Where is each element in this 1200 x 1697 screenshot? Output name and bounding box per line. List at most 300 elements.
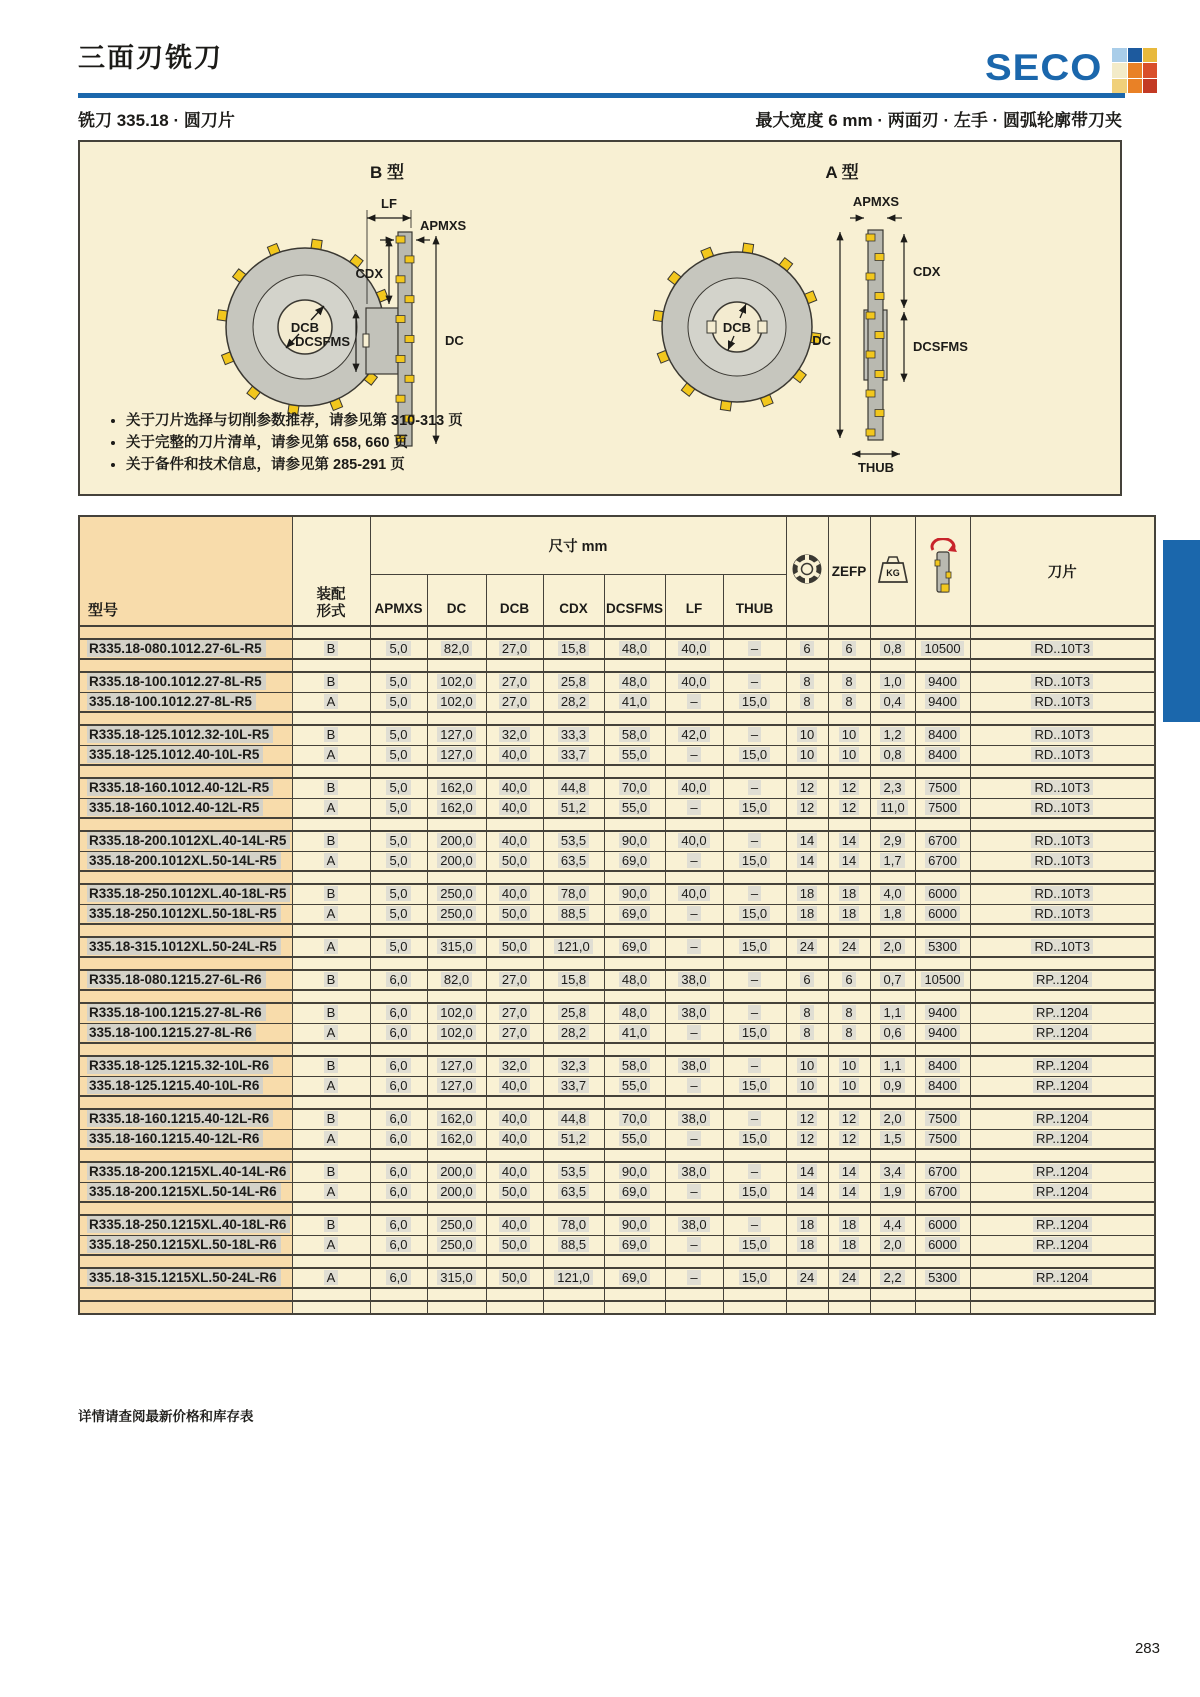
spacer-cell xyxy=(427,659,486,672)
value-cell: 1,7 xyxy=(870,851,915,871)
spacer-cell xyxy=(870,818,915,831)
spacer-cell xyxy=(665,1255,723,1268)
value-cell: 1,5 xyxy=(870,1129,915,1149)
value-cell: 50,0 xyxy=(486,904,543,924)
value-cell: 2,0 xyxy=(870,937,915,957)
value-cell: 40,0 xyxy=(486,1162,543,1182)
value-cell: 40,0 xyxy=(486,798,543,818)
value-cell: 102,0 xyxy=(427,692,486,712)
spacer-cell xyxy=(915,1149,970,1162)
value-cell: 42,0 xyxy=(665,725,723,745)
value-cell: 200,0 xyxy=(427,831,486,851)
value-cell: 11,0 xyxy=(870,798,915,818)
spacer-cell xyxy=(79,1288,292,1301)
spacer-cell xyxy=(665,1043,723,1056)
value-cell: A xyxy=(292,1076,370,1096)
value-cell: 63,5 xyxy=(543,851,604,871)
spacer-cell xyxy=(828,1202,870,1215)
value-cell: 69,0 xyxy=(604,851,665,871)
value-cell: – xyxy=(723,884,786,904)
type-b-label: B 型 xyxy=(370,163,404,182)
value-cell: 6000 xyxy=(915,1235,970,1255)
value-cell: 6 xyxy=(786,970,828,990)
table-row xyxy=(79,851,1155,871)
spacer-cell xyxy=(786,712,828,725)
series-subtitle: 铣刀 335.18 · 圆刀片 xyxy=(78,111,235,130)
spacer-cell xyxy=(604,818,665,831)
value-cell: 38,0 xyxy=(665,1109,723,1129)
spacer-cell xyxy=(786,1096,828,1109)
value-cell: A xyxy=(292,1182,370,1202)
spacer-cell xyxy=(543,626,604,639)
header-rule xyxy=(78,93,1125,98)
spacer-cell xyxy=(292,957,370,970)
spacer-cell xyxy=(870,1288,915,1301)
value-cell: 27,0 xyxy=(486,672,543,692)
value-cell: – xyxy=(665,851,723,871)
model-cell xyxy=(79,725,292,745)
spacer-cell xyxy=(665,712,723,725)
spacer-cell xyxy=(486,1202,543,1215)
spacer-cell xyxy=(370,1096,427,1109)
value-cell: 5,0 xyxy=(370,904,427,924)
value-cell: 82,0 xyxy=(427,970,486,990)
value-cell: 58,0 xyxy=(604,1056,665,1076)
spacer-row xyxy=(79,1202,1155,1215)
value-cell: 12 xyxy=(786,1129,828,1149)
value-cell: – xyxy=(723,1109,786,1129)
kg-text: KG xyxy=(885,567,900,578)
spacer-cell xyxy=(786,990,828,1003)
value-cell: 8 xyxy=(786,672,828,692)
spacer-cell xyxy=(543,1096,604,1109)
spacer-cell xyxy=(292,924,370,937)
spacer-cell xyxy=(870,626,915,639)
spacer-cell xyxy=(370,1288,427,1301)
spacer-cell xyxy=(604,1149,665,1162)
spacer-cell xyxy=(828,626,870,639)
spacer-cell xyxy=(79,659,292,672)
spacer-cell xyxy=(723,1043,786,1056)
value-cell: A xyxy=(292,1268,370,1288)
logo-tile xyxy=(1143,63,1157,77)
spacer-cell xyxy=(828,1301,870,1314)
spacer-cell xyxy=(292,1096,370,1109)
note-insert-list: • 关于完整的刀片清单，请参见第 658, 660 页 xyxy=(126,432,646,454)
value-cell: 5300 xyxy=(915,937,970,957)
value-cell: 32,3 xyxy=(543,1056,604,1076)
value-cell: RP..1204 xyxy=(970,1076,1155,1096)
spacer-cell xyxy=(543,871,604,884)
spacer-cell xyxy=(292,712,370,725)
spacer-cell xyxy=(543,765,604,778)
value-cell: 200,0 xyxy=(427,1162,486,1182)
value-cell: 6000 xyxy=(915,884,970,904)
spacer-cell xyxy=(915,659,970,672)
table-row xyxy=(79,672,1155,692)
spacer-cell xyxy=(786,1255,828,1268)
value-cell: 70,0 xyxy=(604,1109,665,1129)
value-cell: – xyxy=(723,672,786,692)
table-row xyxy=(79,639,1155,659)
value-cell: 90,0 xyxy=(604,831,665,851)
spacer-cell xyxy=(427,712,486,725)
value-cell: 18 xyxy=(828,1215,870,1235)
spacer-cell xyxy=(723,818,786,831)
value-cell: 24 xyxy=(828,1268,870,1288)
spacer-cell xyxy=(828,990,870,1003)
spacer-cell xyxy=(723,1149,786,1162)
value-cell: 15,0 xyxy=(723,1076,786,1096)
col-header-teeth xyxy=(786,516,828,626)
col-header-mount xyxy=(292,516,370,626)
spacer-cell xyxy=(970,1288,1155,1301)
value-cell: RP..1204 xyxy=(970,1235,1155,1255)
spacer-cell xyxy=(370,990,427,1003)
spacer-cell xyxy=(723,871,786,884)
value-cell: 53,5 xyxy=(543,831,604,851)
cdx-label-b: CDX xyxy=(355,266,383,281)
value-cell: 51,2 xyxy=(543,1129,604,1149)
value-cell: RD..10T3 xyxy=(970,672,1155,692)
spacer-cell xyxy=(486,659,543,672)
spacer-cell xyxy=(915,1288,970,1301)
value-cell: 6700 xyxy=(915,1162,970,1182)
value-cell: RP..1204 xyxy=(970,1182,1155,1202)
value-cell: 6,0 xyxy=(370,1182,427,1202)
value-cell: RP..1204 xyxy=(970,1109,1155,1129)
spacer-cell xyxy=(786,1288,828,1301)
spacer-cell xyxy=(370,924,427,937)
value-cell: 1,0 xyxy=(870,672,915,692)
value-cell: 27,0 xyxy=(486,1003,543,1023)
value-cell: 8400 xyxy=(915,1056,970,1076)
value-cell: 250,0 xyxy=(427,904,486,924)
cdx-label-a: CDX xyxy=(913,264,941,279)
logo-tile xyxy=(1128,63,1142,77)
value-cell: 10 xyxy=(786,1056,828,1076)
value-cell: 8 xyxy=(828,672,870,692)
spacer-cell xyxy=(79,871,292,884)
value-cell: 6 xyxy=(828,970,870,990)
model-cell xyxy=(79,1023,292,1043)
spacer-cell xyxy=(723,957,786,970)
value-cell: 3,4 xyxy=(870,1162,915,1182)
spacer-cell xyxy=(786,1301,828,1314)
value-cell: 12 xyxy=(828,1109,870,1129)
value-cell: 6,0 xyxy=(370,1076,427,1096)
spacer-cell xyxy=(292,990,370,1003)
value-cell: 2,0 xyxy=(870,1235,915,1255)
value-cell: 50,0 xyxy=(486,937,543,957)
value-cell: 8 xyxy=(786,1023,828,1043)
value-cell: 70,0 xyxy=(604,778,665,798)
value-cell: 5,0 xyxy=(370,937,427,957)
spacer-cell xyxy=(970,990,1155,1003)
spacer-cell xyxy=(828,1255,870,1268)
value-cell: 40,0 xyxy=(665,639,723,659)
model-number: R335.18-160.1215.40-12L-R6 xyxy=(87,1110,273,1127)
spacer-cell xyxy=(870,712,915,725)
model-cell xyxy=(79,1056,292,1076)
spacer-cell xyxy=(723,1202,786,1215)
spacer-cell xyxy=(427,1096,486,1109)
spacer-cell xyxy=(486,1043,543,1056)
spacer-cell xyxy=(427,1301,486,1314)
spacer-cell xyxy=(723,712,786,725)
value-cell: 53,5 xyxy=(543,1162,604,1182)
value-cell: RP..1204 xyxy=(970,1162,1155,1182)
value-cell: 6 xyxy=(786,639,828,659)
value-cell: RD..10T3 xyxy=(970,725,1155,745)
spacer-cell xyxy=(870,1043,915,1056)
spacer-cell xyxy=(543,957,604,970)
logo-tile xyxy=(1143,48,1157,62)
value-cell: 40,0 xyxy=(665,884,723,904)
value-cell: 90,0 xyxy=(604,1162,665,1182)
value-cell: RD..10T3 xyxy=(970,904,1155,924)
value-cell: 15,0 xyxy=(723,1235,786,1255)
spacer-row xyxy=(79,871,1155,884)
model-number: R335.18-200.1215XL.40-14L-R6 xyxy=(87,1163,290,1180)
value-cell: 41,0 xyxy=(604,1023,665,1043)
dcb-label-b: DCB xyxy=(290,320,320,335)
value-cell: 8400 xyxy=(915,1076,970,1096)
spacer-cell xyxy=(915,1255,970,1268)
spacer-cell xyxy=(370,1255,427,1268)
seco-logo xyxy=(985,48,1157,93)
model-cell xyxy=(79,1215,292,1235)
notes-list xyxy=(110,410,646,476)
value-cell: 5,0 xyxy=(370,745,427,765)
value-cell: 9400 xyxy=(915,1003,970,1023)
spacer-row xyxy=(79,626,1155,639)
model-number: R335.18-200.1012XL.40-14L-R5 xyxy=(87,832,290,849)
mount-line1: 装配 xyxy=(316,587,346,603)
value-cell: 1,9 xyxy=(870,1182,915,1202)
value-cell: 55,0 xyxy=(604,798,665,818)
value-cell: 5,0 xyxy=(370,831,427,851)
table-row xyxy=(79,1056,1155,1076)
model-number: 335.18-160.1012.40-12L-R5 xyxy=(87,799,263,816)
value-cell: 38,0 xyxy=(665,1056,723,1076)
value-cell: 102,0 xyxy=(427,672,486,692)
value-cell: A xyxy=(292,851,370,871)
spacer-cell xyxy=(970,765,1155,778)
value-cell: 18 xyxy=(786,1215,828,1235)
spacer-cell xyxy=(370,1043,427,1056)
logo-tile xyxy=(1112,79,1126,93)
value-cell: 10 xyxy=(828,1076,870,1096)
spacer-cell xyxy=(665,957,723,970)
spacer-cell xyxy=(427,1202,486,1215)
spacer-cell xyxy=(786,924,828,937)
value-cell: 78,0 xyxy=(543,884,604,904)
spacer-cell xyxy=(427,626,486,639)
value-cell: – xyxy=(665,904,723,924)
value-cell: 2,0 xyxy=(870,1109,915,1129)
value-cell: 162,0 xyxy=(427,1129,486,1149)
spacer-cell xyxy=(370,1149,427,1162)
value-cell: 18 xyxy=(828,884,870,904)
table-row xyxy=(79,745,1155,765)
spacer-cell xyxy=(723,1255,786,1268)
value-cell: – xyxy=(723,1215,786,1235)
value-cell: 8 xyxy=(786,1003,828,1023)
value-cell: 162,0 xyxy=(427,1109,486,1129)
value-cell: 1,1 xyxy=(870,1056,915,1076)
spacer-cell xyxy=(828,765,870,778)
logo-tile xyxy=(1143,79,1157,93)
value-cell: 28,2 xyxy=(543,692,604,712)
value-cell: 40,0 xyxy=(486,745,543,765)
spacer-cell xyxy=(79,626,292,639)
value-cell: 14 xyxy=(828,1182,870,1202)
value-cell: – xyxy=(723,639,786,659)
page-number: 283 xyxy=(1134,1640,1160,1657)
value-cell: 6,0 xyxy=(370,1056,427,1076)
value-cell: 121,0 xyxy=(543,1268,604,1288)
spacer-row xyxy=(79,1301,1155,1314)
model-number: R335.18-125.1012.32-10L-R5 xyxy=(87,726,273,743)
spacer-cell xyxy=(723,765,786,778)
value-cell: 10 xyxy=(786,745,828,765)
value-cell: B xyxy=(292,884,370,904)
value-cell: 0,8 xyxy=(870,745,915,765)
value-cell: 6000 xyxy=(915,1215,970,1235)
value-cell: 162,0 xyxy=(427,778,486,798)
spacer-cell xyxy=(604,765,665,778)
spacer-cell xyxy=(427,765,486,778)
value-cell: – xyxy=(665,1023,723,1043)
apmxs-label-a: APMXS xyxy=(852,194,900,209)
model-number: 335.18-250.1012XL.50-18L-R5 xyxy=(87,905,281,922)
value-cell: 50,0 xyxy=(486,1268,543,1288)
value-cell: B xyxy=(292,725,370,745)
value-cell: 0,8 xyxy=(870,639,915,659)
spacer-row xyxy=(79,1255,1155,1268)
spacer-cell xyxy=(486,924,543,937)
spacer-cell xyxy=(370,1301,427,1314)
value-cell: 48,0 xyxy=(604,970,665,990)
value-cell: 24 xyxy=(786,1268,828,1288)
value-cell: – xyxy=(665,692,723,712)
spacer-cell xyxy=(292,1202,370,1215)
value-cell: 10 xyxy=(786,1076,828,1096)
features-subtitle: 最大宽度 6 mm · 两面刃 · 左手 · 圆弧轮廓带刀夹 xyxy=(755,111,1122,130)
spacer-cell xyxy=(786,957,828,970)
model-number: 335.18-125.1215.40-10L-R6 xyxy=(87,1077,263,1094)
spacer-cell xyxy=(723,1301,786,1314)
spacer-cell xyxy=(665,1202,723,1215)
value-cell: 27,0 xyxy=(486,639,543,659)
value-cell: 25,8 xyxy=(543,1003,604,1023)
value-cell: 40,0 xyxy=(486,1215,543,1235)
value-cell: 41,0 xyxy=(604,692,665,712)
value-cell: 24 xyxy=(828,937,870,957)
spacer-cell xyxy=(828,818,870,831)
value-cell: 88,5 xyxy=(543,1235,604,1255)
value-cell: 18 xyxy=(786,1235,828,1255)
page-edge-tab xyxy=(1163,540,1200,722)
col-header-weight xyxy=(870,516,915,626)
value-cell: 121,0 xyxy=(543,937,604,957)
value-cell: 8 xyxy=(828,1023,870,1043)
value-cell: 6,0 xyxy=(370,1109,427,1129)
spacer-cell xyxy=(665,818,723,831)
value-cell: – xyxy=(723,725,786,745)
value-cell: 6,0 xyxy=(370,1003,427,1023)
value-cell: 10500 xyxy=(915,639,970,659)
spacer-cell xyxy=(970,712,1155,725)
spacer-cell xyxy=(486,1288,543,1301)
value-cell: 5,0 xyxy=(370,639,427,659)
spacer-cell xyxy=(427,924,486,937)
spacer-cell xyxy=(604,990,665,1003)
footer-note: 详情请查阅最新价格和库存表 xyxy=(78,1409,254,1424)
spacer-cell xyxy=(665,1096,723,1109)
table-row xyxy=(79,1109,1155,1129)
spacer-cell xyxy=(665,1288,723,1301)
spacer-cell xyxy=(604,924,665,937)
spacer-cell xyxy=(604,659,665,672)
spacer-cell xyxy=(970,818,1155,831)
teeth-count-icon xyxy=(791,553,823,585)
dc-label-b: DC xyxy=(445,333,464,348)
value-cell: 6700 xyxy=(915,851,970,871)
spacer-cell xyxy=(970,626,1155,639)
spacer-cell xyxy=(915,818,970,831)
spacer-cell xyxy=(786,1149,828,1162)
spacer-cell xyxy=(543,924,604,937)
value-cell: – xyxy=(665,1235,723,1255)
spacer-cell xyxy=(604,626,665,639)
value-cell: 90,0 xyxy=(604,1215,665,1235)
spacer-row xyxy=(79,712,1155,725)
value-cell: 6,0 xyxy=(370,1215,427,1235)
value-cell: 33,7 xyxy=(543,1076,604,1096)
model-cell xyxy=(79,1162,292,1182)
spacer-cell xyxy=(915,1043,970,1056)
value-cell: 40,0 xyxy=(486,1129,543,1149)
value-cell: 8 xyxy=(828,1003,870,1023)
value-cell: 18 xyxy=(828,904,870,924)
value-cell: – xyxy=(723,1162,786,1182)
value-cell: 27,0 xyxy=(486,970,543,990)
dcb-label-a: DCB xyxy=(722,320,752,335)
value-cell: 14 xyxy=(828,1162,870,1182)
value-cell: 0,6 xyxy=(870,1023,915,1043)
spacer-cell xyxy=(915,924,970,937)
value-cell: 0,9 xyxy=(870,1076,915,1096)
value-cell: 10 xyxy=(786,725,828,745)
spacer-cell xyxy=(665,1301,723,1314)
spacer-cell xyxy=(370,626,427,639)
value-cell: 6,0 xyxy=(370,1162,427,1182)
value-cell: 12 xyxy=(786,798,828,818)
note-insert-selection: • 关于刀片选择与切削参数推荐，请参见第 310-313 页 xyxy=(126,410,646,432)
model-cell xyxy=(79,904,292,924)
spacer-row xyxy=(79,818,1155,831)
spacer-cell xyxy=(915,1096,970,1109)
value-cell: – xyxy=(665,1182,723,1202)
model-cell xyxy=(79,692,292,712)
table-row xyxy=(79,884,1155,904)
model-cell xyxy=(79,1235,292,1255)
value-cell: 6700 xyxy=(915,831,970,851)
value-cell: 27,0 xyxy=(486,692,543,712)
spacer-cell xyxy=(870,1202,915,1215)
